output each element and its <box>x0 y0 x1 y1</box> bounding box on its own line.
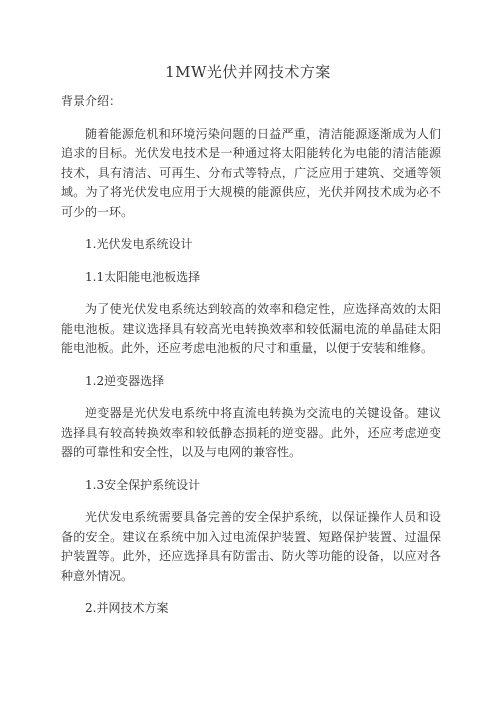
section-body-1-1: 为了使光伏发电系统达到较高的效率和稳定性，应选择高效的太阳能电池板。建议选择具有较高光电转换效率和较低漏电流的单晶硅太阳能电池板。此外，还应考虑电池板的尺寸和重量，以便于安装和维修。 <box>61 302 441 355</box>
section-heading-2: 2.并网技术方案 <box>85 601 169 615</box>
section-body-1-3: 光伏发电系统需要具备完善的安全保护系统，以保证操作人员和设备的安全。建议在系统中加入过电流保护装置、短路保护装置、过温保护装置等。此外，还应选择具有防雷击、防火等功能的设备，以应对各种意外情况。 <box>61 510 441 583</box>
document-title: 1MW光伏并网技术方案 <box>165 63 331 81</box>
section-body-1-2: 逆变器是光伏发电系统中将直流电转换为交流电的关键设备。建议选择具有较高转换效率和较低静态损耗的逆变器。此外，还应考虑逆变器的可靠性和安全性，以及与电网的兼容性。 <box>61 406 441 459</box>
section-heading-1-2: 1.2逆变器选择 <box>85 373 165 388</box>
section-heading-1-1: 1.1太阳能电池板选择 <box>85 269 201 284</box>
intro-paragraph: 随着能源危机和环境污染问题的日益严重，清洁能源逐渐成为人们追求的目标。光伏发电技术是一种通过将太阳能转化为电能的清洁能源技术，具有清洁、可再生、分布式等特点，广泛应用于建筑、交通等领域。为了将光伏发电应用于大规模的能源供应，光伏并网技术成为必不可少的一环。 <box>61 126 441 219</box>
section-heading-1-3: 1.3安全保护系统设计 <box>85 477 201 492</box>
document-body <box>61 92 441 619</box>
section-heading-1: 1.光伏发电系统设计 <box>85 237 193 251</box>
intro-label: 背景介绍： <box>61 94 122 108</box>
